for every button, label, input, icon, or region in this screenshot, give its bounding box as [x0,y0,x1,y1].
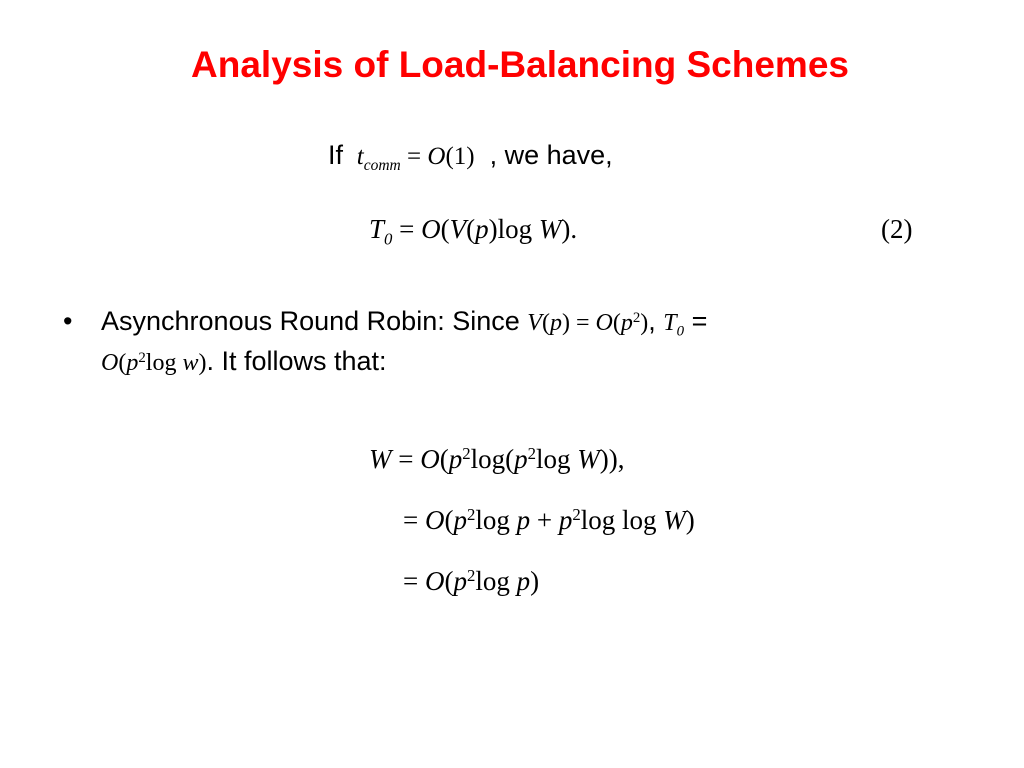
slide-title: Analysis of Load-Balancing Schemes [191,44,849,85]
bullet-text-before: Asynchronous Round Robin: Since [101,306,520,336]
if-suffix: , we have, [489,140,613,170]
tcomm-formula: $t_{comm} = O(1)$ [356,143,475,174]
derivation-step-3: = $O(p^2\log$ p) [403,565,540,596]
derivation-step-1: $W = O(p^2\log(p^2\log$ W)), [369,443,625,474]
condition-line [328,140,613,174]
derivation-step-2: = $O(p^2\log$ $p + p^2\log$ log W) [403,504,695,535]
t0-label: $T_0$ [663,310,685,340]
t0-formula: $O(p^2\log$ w) [101,349,207,376]
bullet-text-line2 [101,346,387,377]
bullet-text-line1: Asynchronous Round Robin: Since $V(p) = O(p^2)$, $T_0$ = [101,306,708,340]
bullet-text-after: . It follows that: [206,346,387,376]
if-prefix: If [328,140,344,170]
bullet-marker: • [63,306,73,336]
equation-number: (2) [881,214,913,244]
vp-formula: $V(p) = O(p^2)$ [527,309,649,336]
t0-equation: $T_0 = O(V(p)\log$ W). [369,214,578,249]
